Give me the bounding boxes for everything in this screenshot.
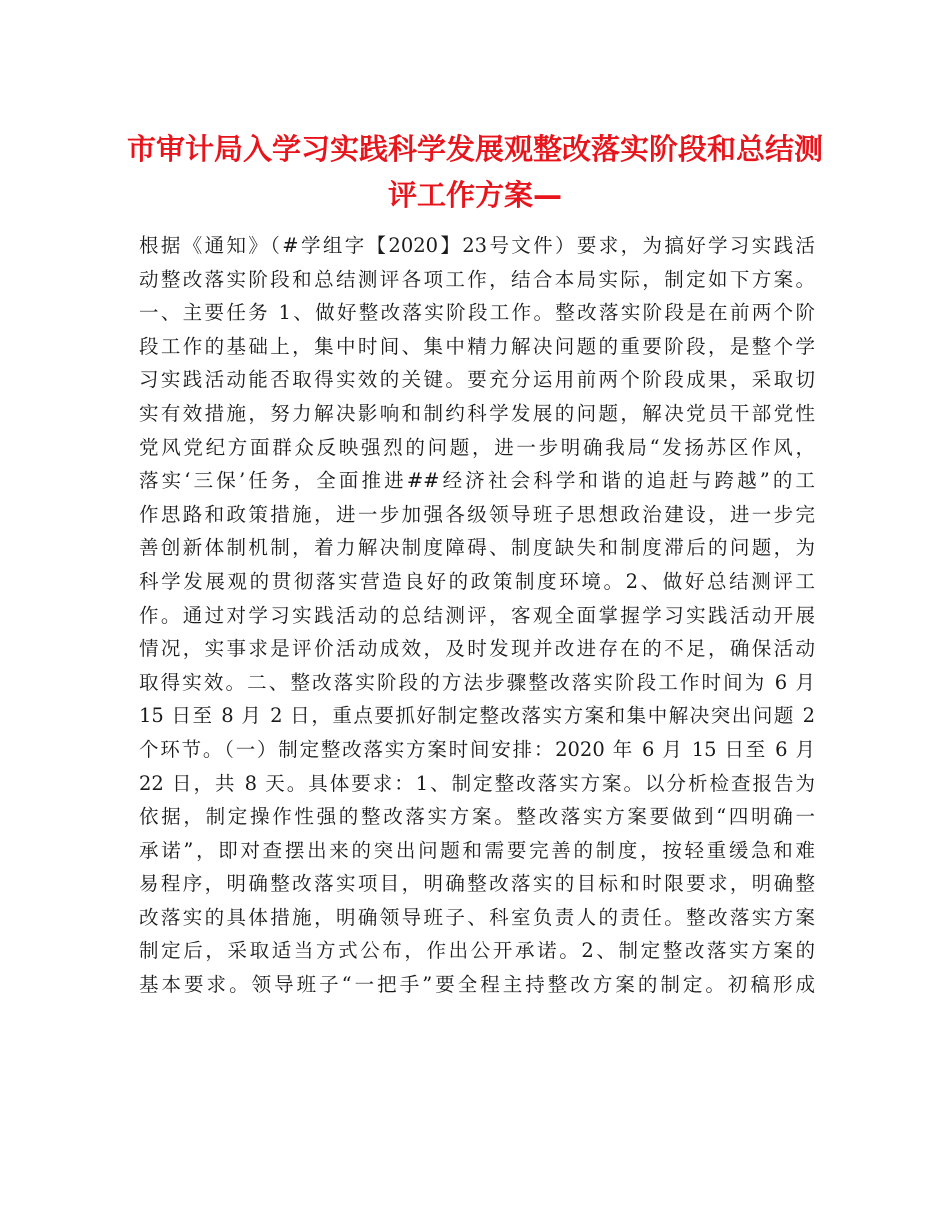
body-line: 科学发展观的贯彻落实营造良好的政策制度环境。2、做好总结测评工: [139, 569, 815, 593]
document-title: [120, 126, 830, 218]
body-line: 个环节。（一）制定整改落实方案时间安排：2020 年 6 月 15 日至 6 月: [139, 737, 815, 761]
body-line: 实有效措施，努力解决影响和制约科学发展的问题，解决党员干部党性: [139, 401, 815, 425]
body-line: 情况，实事求是评价活动成效，及时发现并改进存在的不足，确保活动: [139, 637, 815, 661]
body-line: 依据，制定操作性强的整改落实方案。整改落实方案要做到“四明确一: [139, 805, 815, 829]
body-line: 基本要求。领导班子“一把手”要全程主持整改方案的制定。初稿形成: [139, 973, 815, 997]
body-line: 易程序，明确整改落实项目，明确整改落实的目标和时限要求，明确整: [139, 872, 815, 896]
body-line: 一、主要任务 1、做好整改落实阶段工作。整改落实阶段是在前两个阶: [139, 301, 815, 325]
body-line: 制定后，采取适当方式公布，作出公开承诺。2、制定整改落实方案的: [139, 939, 815, 963]
body-line: 取得实效。二、整改落实阶段的方法步骤整改落实阶段工作时间为 6 月: [139, 670, 815, 694]
body-line: 落实‘三保’任务，全面推进##经济社会科学和谐的追赶与跨越”的工: [139, 469, 815, 493]
title-line-2: 评工作方案—: [387, 178, 562, 212]
body-line: 党风党纪方面群众反映强烈的问题，进一步明确我局“发扬苏区作风，: [139, 435, 815, 459]
body-line: 作思路和政策措施，进一步加强各级领导班子思想政治建设，进一步完: [139, 502, 815, 526]
body-line: 根据《通知》（#学组字【2020】23号文件）要求，为搞好学习实践活: [139, 234, 815, 257]
document-body: [139, 229, 815, 1002]
body-line: 作。通过对学习实践活动的总结测评，客观全面掌握学习实践活动开展: [139, 603, 815, 627]
title-line-1: 市审计局入学习实践科学发展观整改落实阶段和总结测: [126, 132, 823, 166]
body-line: 改落实的具体措施，明确领导班子、科室负责人的责任。整改落实方案: [139, 905, 815, 929]
body-line: 段工作的基础上，集中时间、集中精力解决问题的重要阶段，是整个学: [139, 334, 815, 358]
body-line: 动整改落实阶段和总结测评各项工作，结合本局实际，制定如下方案。: [139, 267, 815, 291]
body-line: 善创新体制机制，着力解决制度障碍、制度缺失和制度滞后的问题，为: [139, 536, 815, 560]
body-line: 15 日至 8 月 2 日，重点要抓好制定整改落实方案和集中解决突出问题 2: [139, 704, 815, 728]
body-line: 承诺”，即对查摆出来的突出问题和需要完善的制度，按轻重缓急和难: [139, 838, 815, 862]
body-line: 22 日，共 8 天。具体要求：1、制定整改落实方案。以分析检查报告为: [139, 771, 815, 795]
body-line: 习实践活动能否取得实效的关键。要充分运用前两个阶段成果，采取切: [139, 368, 815, 392]
